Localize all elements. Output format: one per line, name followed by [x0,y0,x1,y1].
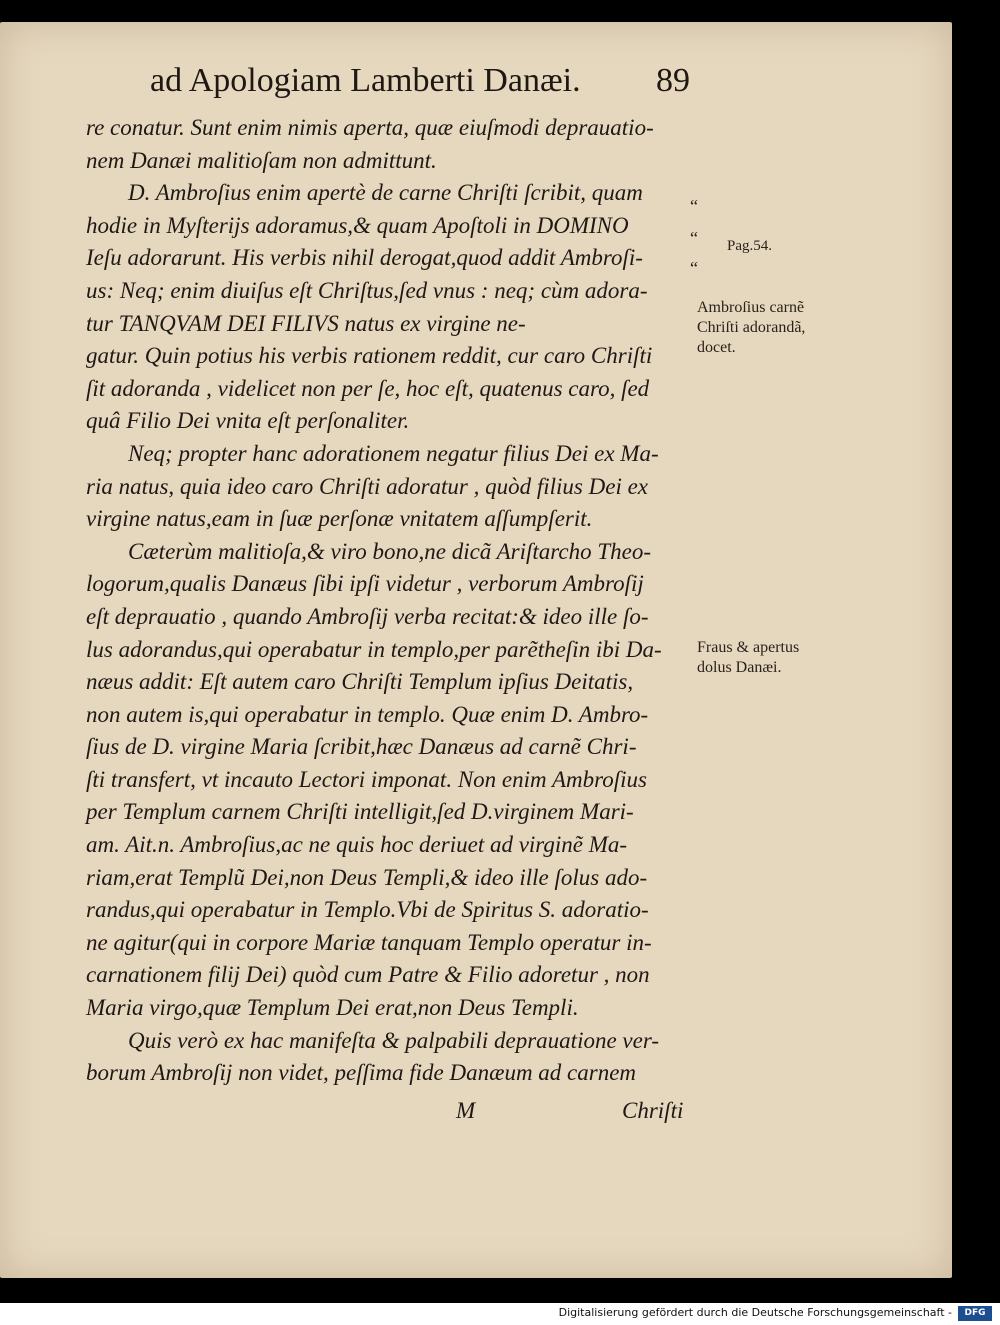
quote-mark: “ [690,196,698,216]
text-line: virgine natus,eam in ſuæ perſonæ vnitatem aſſumpſerit. [86,506,593,532]
text-line: per Templum carnem Chriſti intelligit,ſed D.virginem Mari- [86,799,634,825]
quote-mark: “ [690,258,698,278]
text-line: ſti transfert, vt incauto Lectori imponat. Non enim Ambroſius [86,766,647,792]
dfg-logo: DFG [958,1306,992,1321]
text-line: non autem is,qui operabatur in templo. Quæ enim D. Ambro- [86,701,649,727]
text-line: hodie in Myſterijs adoramus,& quam Apoſtoli in DOMINO [86,212,629,238]
text-line: Quis verò ex hac manifeſta & palpabili deprauatione ver- [128,1027,659,1053]
text-line: lus adorandus,qui operabatur in templo,per parẽtheſin ibi Da- [86,636,662,662]
text-line: ſius de D. virgine Maria ſcribit,hæc Danæus ad carnẽ Chri- [86,734,637,760]
margin-note-ambrosius [697,298,805,358]
text-line: eſt deprauatio , quando Ambroſij verba recitat:& ideo ille ſo- [86,603,649,629]
text-line: quâ Filio Dei vnita eſt perſonaliter. [86,408,410,434]
text-line: randus,qui operabatur in Templo.Vbi de Spiritus S. adoratio- [86,897,649,923]
text-line: næus addit: Eſt autem caro Chriſti Templum ipſius Deitatis, [86,669,634,695]
footer-bar [0,1303,1000,1325]
text-line: ſit adoranda , videlicet non per ſe, hoc eſt, quatenus caro, ſed [86,375,650,401]
quote-mark: “ [690,228,698,248]
text-line: re conatur. Sunt enim nimis aperta, quæ eiuſmodi deprauatio- [86,115,654,140]
running-title: ad Apologiam Lamberti Danæi. [150,62,581,99]
text-line: am. Ait.n. Ambroſius,ac ne quis hoc deriuet ad virginẽ Ma- [86,832,628,858]
text-line: Cæterùm malitioſa,& viro bono,ne dicã Ariſtarcho Theo- [128,538,652,564]
text-line: logorum,qualis Danæus ſibi ipſi videtur , verborum Ambroſij [86,571,644,597]
margin-note-line: Ambroſius carnẽ [697,299,805,316]
page-reference: Pag.54. [727,238,772,254]
margin-note-line: Chriſti adorandã, [697,319,806,336]
text-line: Neq; propter hanc adorationem negatur filius Dei ex Ma- [128,440,659,466]
text-line: Maria virgo,quæ Templum Dei erat,non Deus Templi. [86,995,579,1021]
footer-credit: Digitalisierung gefördert durch die Deutsche Forschungsgemeinschaft - [558,1306,952,1319]
text-line: ne agitur(qui in corpore Mariæ tanquam Templo operatur in- [86,929,652,955]
text-line: riam,erat Templũ Dei,non Deus Templi,& ideo ille ſolus ado- [86,864,648,890]
text-line: us: Neq; enim diuiſus eſt Chriſtus,ſed vnus : neq; cùm adora- [86,277,648,303]
text-line: carnationem filij Dei) quòd cum Patre & Filio adoretur , non [86,962,650,988]
margin-note-line: Fraus & apertus [697,639,800,656]
text-line: Ieſu adorarunt. His verbis nihil derogat,quod addit Ambroſi- [86,245,643,271]
running-head [150,62,690,100]
margin-note-line: docet. [697,339,736,356]
folio-number: 89 [656,62,690,99]
text-line: D. Ambroſius enim apertè de carne Chriſti ſcribit, quam [128,180,643,206]
margin-note-fraus [697,638,799,678]
signature-mark: M [456,1098,476,1123]
text-line: nem Danæi malitioſam non admittunt. [86,147,437,173]
margin-note-line: dolus Danæi. [697,659,782,676]
text-line: ria natus, quia ideo caro Chriſti adoratur , quòd filius Dei ex [86,473,649,499]
catchword: Chriſti [622,1098,684,1123]
text-line: gatur. Quin potius his verbis rationem reddit, cur caro Chriſti [86,343,653,369]
body-text [86,112,686,1090]
text-line: borum Ambroſij non videt, peſſima fide Danæum ad carnem [86,1060,637,1086]
text-line: tur TANQVAM DEI FILIVS natus ex virgine ne- [86,310,526,336]
